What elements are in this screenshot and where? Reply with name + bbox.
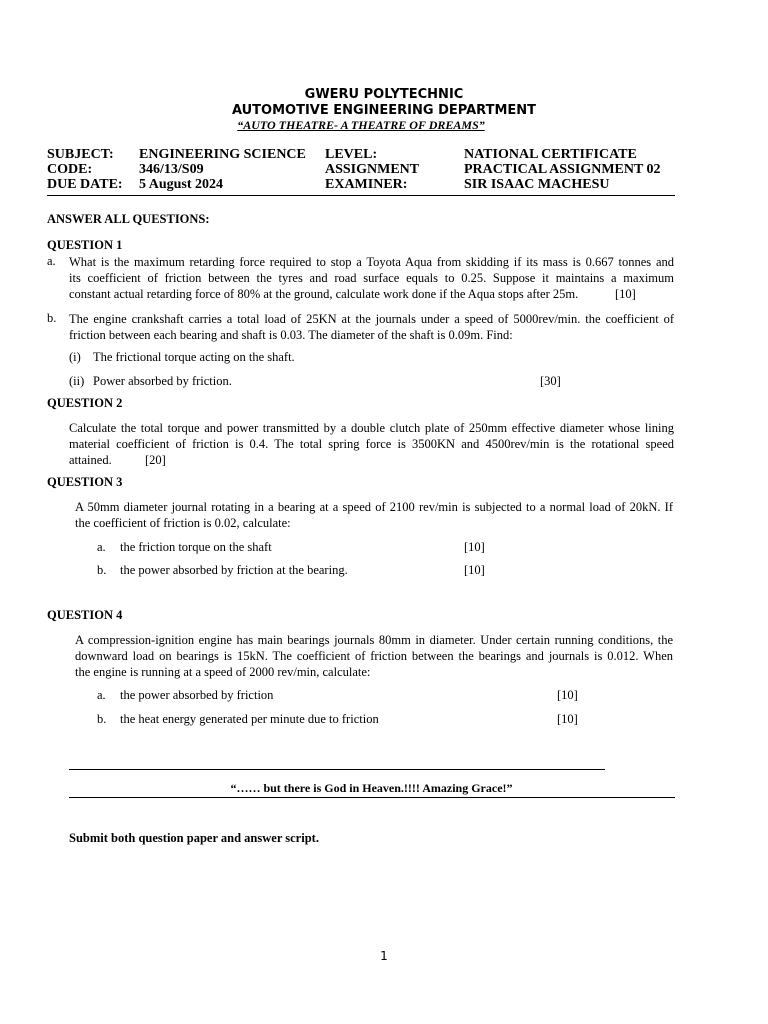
q1-b-line-2: friction between each bearing and shaft is 0.03. The diameter of the shaft is 0.09m. Find: — [69, 328, 513, 342]
instructions: ANSWER ALL QUESTIONS: — [47, 212, 210, 226]
closing-quote: “…… but there is God in Heaven.!!!! Amazing Grace!” — [230, 781, 513, 795]
subject-value: ENGINEERING SCIENCE — [139, 147, 306, 162]
question-4-title: QUESTION 4 — [47, 608, 123, 622]
q1-a-line-1: What is the maximum retarding force required to stop a Toyota Aqua from skidding if its mass is 0.667 tonnes and — [69, 255, 674, 269]
q4-line-2: downward load on bearings is 15kN. The coefficient of friction between the bearings and journals is 0.012. When — [75, 649, 673, 663]
q3-b-text: the power absorbed by friction at the bearing. — [120, 563, 348, 577]
q4-a-label: a. — [97, 688, 106, 702]
header-divider — [47, 195, 675, 196]
q2-line-3: attained. — [69, 453, 112, 467]
code-value: 346/13/S09 — [139, 162, 204, 177]
assignment-value: PRACTICAL ASSIGNMENT 02 — [464, 162, 661, 177]
q1-b-i-text: The frictional torque acting on the shaft. — [93, 350, 295, 364]
q2-line-1: Calculate the total torque and power transmitted by a double clutch plate of 250mm effective diameter whose lining — [69, 421, 674, 435]
question-3-title: QUESTION 3 — [47, 475, 123, 489]
question-2-title: QUESTION 2 — [47, 396, 123, 410]
q3-b-label: b. — [97, 563, 107, 577]
q1-b-ii-label: (ii) — [69, 374, 85, 388]
question-1-title: QUESTION 1 — [47, 238, 123, 252]
level-value: NATIONAL CERTIFICATE — [464, 147, 637, 162]
q3-a-text: the friction torque on the shaft — [120, 540, 272, 554]
subject-label: SUBJECT: — [47, 147, 114, 162]
level-label: LEVEL: — [325, 147, 378, 162]
q1-a-marks: [10] — [615, 287, 636, 301]
q4-b-text: the heat energy generated per minute due to friction — [120, 712, 379, 726]
q2-line-2: material coefficient of friction is 0.4. The total spring force is 3500KN and 4500rev/min is the rotational speed — [69, 437, 674, 451]
institution-title: GWERU POLYTECHNIC — [304, 87, 464, 102]
q1-b-ii-text: Power absorbed by friction. — [93, 374, 232, 388]
due-date-label: DUE DATE: — [47, 177, 123, 192]
q4-b-marks: [10] — [557, 712, 578, 726]
q1-part-b-label: b. — [47, 311, 57, 325]
q1-a-line-3: constant actual retarding force of 80% at the ground, calculate work done if the Aqua stops after 25m. — [69, 287, 579, 301]
q1-a-line-2: its coefficient of friction between the tyres and road surface equals to 0.25. Suppose it maintains a maximum — [69, 271, 674, 285]
department-title: AUTOMOTIVE ENGINEERING DEPARTMENT — [231, 103, 537, 118]
page-number: 1 — [380, 949, 388, 963]
submit-note: Submit both question paper and answer script. — [69, 831, 319, 845]
due-date-value: 5 August 2024 — [139, 177, 224, 192]
q3-a-marks: [10] — [464, 540, 485, 554]
q3-b-marks: [10] — [464, 563, 485, 577]
examiner-label: EXAMINER: — [325, 177, 408, 192]
footer-divider-thin — [69, 769, 605, 770]
q1-b-line-1: The engine crankshaft carries a total load of 25KN at the journals under a speed of 5000rev/min. the coefficient of — [69, 312, 674, 326]
q4-b-label: b. — [97, 712, 107, 726]
code-label: CODE: — [47, 162, 93, 177]
examiner-value: SIR ISAAC MACHESU — [464, 177, 610, 192]
q1-part-a-label: a. — [47, 254, 56, 268]
q4-a-text: the power absorbed by friction — [120, 688, 274, 702]
q1-b-marks: [30] — [540, 374, 561, 388]
q2-marks: [20] — [145, 453, 166, 467]
q4-a-marks: [10] — [557, 688, 578, 702]
footer-divider-thick — [69, 797, 675, 798]
q1-b-i-label: (i) — [69, 350, 81, 364]
q4-line-3: the engine is running at a speed of 2000 rev/min, calculate: — [75, 665, 371, 679]
motto: “AUTO THEATRE- A THEATRE OF DREAMS” — [237, 118, 485, 132]
q3-line-2: the coefficient of friction is 0.02, calculate: — [75, 516, 291, 530]
q4-line-1: A compression-ignition engine has main bearings journals 80mm in diameter. Under certain running conditions, the — [75, 633, 673, 647]
q3-a-label: a. — [97, 540, 106, 554]
q3-line-1: A 50mm diameter journal rotating in a bearing at a speed of 2100 rev/min is subjected to a normal load of 20kN. If — [75, 500, 673, 514]
assignment-label: ASSIGNMENT — [325, 162, 420, 177]
